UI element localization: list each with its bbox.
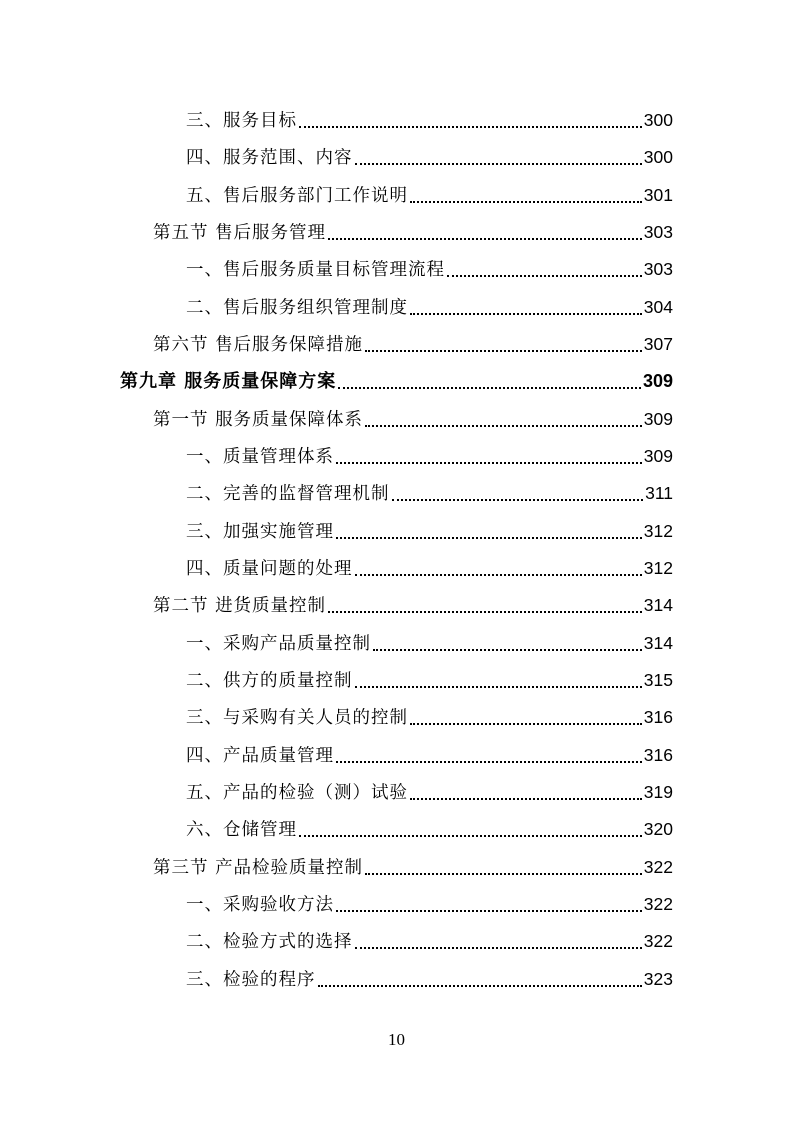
toc-entry-title: 四、服务范围、内容 — [186, 148, 353, 168]
dot-leader — [355, 163, 642, 165]
toc-entry-title: 二、售后服务组织管理制度 — [186, 298, 408, 318]
toc-entry-title: 二、供方的质量控制 — [186, 671, 353, 691]
toc-entry-page: 322 — [643, 857, 673, 877]
toc-entry-page: 314 — [643, 595, 673, 615]
toc-entry-page: 304 — [643, 297, 673, 317]
toc-chapter-entry[interactable] — [120, 366, 673, 396]
toc-entry-title: 第六节 售后服务保障措施 — [153, 335, 364, 355]
toc-entry[interactable] — [153, 217, 673, 247]
toc-entry-page: 322 — [643, 894, 673, 914]
toc-entry-title: 五、售后服务部门工作说明 — [186, 186, 408, 206]
toc-entry-page: 300 — [643, 110, 673, 130]
toc-entry-page: 319 — [643, 782, 673, 802]
dot-leader — [410, 313, 642, 315]
toc-entry-title: 第五节 售后服务管理 — [153, 223, 327, 243]
toc-entry-page: 323 — [643, 969, 673, 989]
toc-entry[interactable] — [186, 926, 673, 956]
toc-entry-title: 二、检验方式的选择 — [186, 932, 353, 952]
dot-leader — [336, 761, 642, 763]
toc-entry-page: 312 — [643, 521, 673, 541]
toc-entry[interactable] — [186, 292, 673, 322]
toc-entry[interactable] — [186, 740, 673, 770]
toc-entry-page: 322 — [643, 931, 673, 951]
dot-leader — [299, 835, 642, 837]
dot-leader — [299, 126, 642, 128]
toc-entry-page: 303 — [643, 222, 673, 242]
toc-entry[interactable] — [153, 590, 673, 620]
dot-leader — [373, 649, 642, 651]
toc-entry[interactable] — [186, 180, 673, 210]
dot-leader — [328, 238, 642, 240]
toc-entry-title: 二、完善的监督管理机制 — [186, 484, 390, 504]
dot-leader — [355, 574, 642, 576]
toc-entry-page: 309 — [643, 446, 673, 466]
toc-entry-title: 六、仓储管理 — [186, 820, 297, 840]
toc-entry-title: 三、服务目标 — [186, 111, 297, 131]
dot-leader — [365, 350, 642, 352]
toc-entry-title: 一、售后服务质量目标管理流程 — [186, 260, 445, 280]
toc-entry-page: 300 — [643, 147, 673, 167]
toc-entry-title: 一、质量管理体系 — [186, 447, 334, 467]
dot-leader — [410, 798, 642, 800]
dot-leader — [355, 686, 642, 688]
toc-entry-page: 316 — [643, 707, 673, 727]
toc-entry[interactable] — [186, 553, 673, 583]
toc-entry[interactable] — [186, 254, 673, 284]
toc-entry[interactable] — [186, 142, 673, 172]
toc-entry-page: 309 — [643, 409, 673, 429]
toc-entry-title: 五、产品的检验（测）试验 — [186, 783, 408, 803]
toc-entry[interactable] — [153, 329, 673, 359]
toc-entry[interactable] — [186, 478, 673, 508]
toc-entry[interactable] — [186, 889, 673, 919]
toc-entry[interactable] — [186, 964, 673, 994]
dot-leader — [410, 723, 642, 725]
toc-entry-page: 312 — [643, 558, 673, 578]
toc-entry-title: 第九章 服务质量保障方案 — [120, 371, 337, 392]
toc-entry-title: 三、与采购有关人员的控制 — [186, 708, 408, 728]
toc-entry-page: 314 — [643, 633, 673, 653]
toc-entry-title: 一、采购验收方法 — [186, 895, 334, 915]
toc-entry-title: 第一节 服务质量保障体系 — [153, 410, 364, 430]
toc-entry-page: 315 — [643, 670, 673, 690]
toc-entry-title: 第三节 产品检验质量控制 — [153, 858, 364, 878]
toc-entry-page: 301 — [643, 185, 673, 205]
toc-entry[interactable] — [153, 404, 673, 434]
toc-entry[interactable] — [186, 516, 673, 546]
page-number: 10 — [388, 1030, 405, 1049]
dot-leader — [328, 611, 642, 613]
toc-entry[interactable] — [186, 665, 673, 695]
toc-entry-title: 一、采购产品质量控制 — [186, 634, 371, 654]
toc-entry[interactable] — [186, 628, 673, 658]
toc-entry[interactable] — [186, 105, 673, 135]
toc-entry[interactable] — [186, 702, 673, 732]
dot-leader — [392, 499, 644, 501]
toc-entry[interactable] — [153, 852, 673, 882]
dot-leader — [318, 985, 642, 987]
toc-entry-page: 311 — [645, 483, 673, 503]
toc-entry-page: 303 — [643, 259, 673, 279]
toc-entry-page: 316 — [643, 745, 673, 765]
toc-entry-page: 320 — [643, 819, 673, 839]
dot-leader — [336, 537, 642, 539]
dot-leader — [355, 947, 642, 949]
toc-entry[interactable] — [186, 814, 673, 844]
dot-leader — [365, 425, 642, 427]
dot-leader — [447, 275, 642, 277]
dot-leader — [336, 910, 642, 912]
dot-leader — [410, 201, 642, 203]
toc-entry-title: 第二节 进货质量控制 — [153, 596, 327, 616]
toc-entry-title: 四、质量问题的处理 — [186, 559, 353, 579]
toc-entry-page: 309 — [642, 371, 673, 391]
toc-entry[interactable] — [186, 441, 673, 471]
toc-entry[interactable] — [186, 777, 673, 807]
toc-entry-page: 307 — [643, 334, 673, 354]
dot-leader — [336, 462, 642, 464]
toc-entry-title: 三、加强实施管理 — [186, 522, 334, 542]
toc-entry-title: 三、检验的程序 — [186, 970, 316, 990]
dot-leader — [338, 387, 641, 389]
toc-entry-title: 四、产品质量管理 — [186, 746, 334, 766]
dot-leader — [365, 873, 642, 875]
